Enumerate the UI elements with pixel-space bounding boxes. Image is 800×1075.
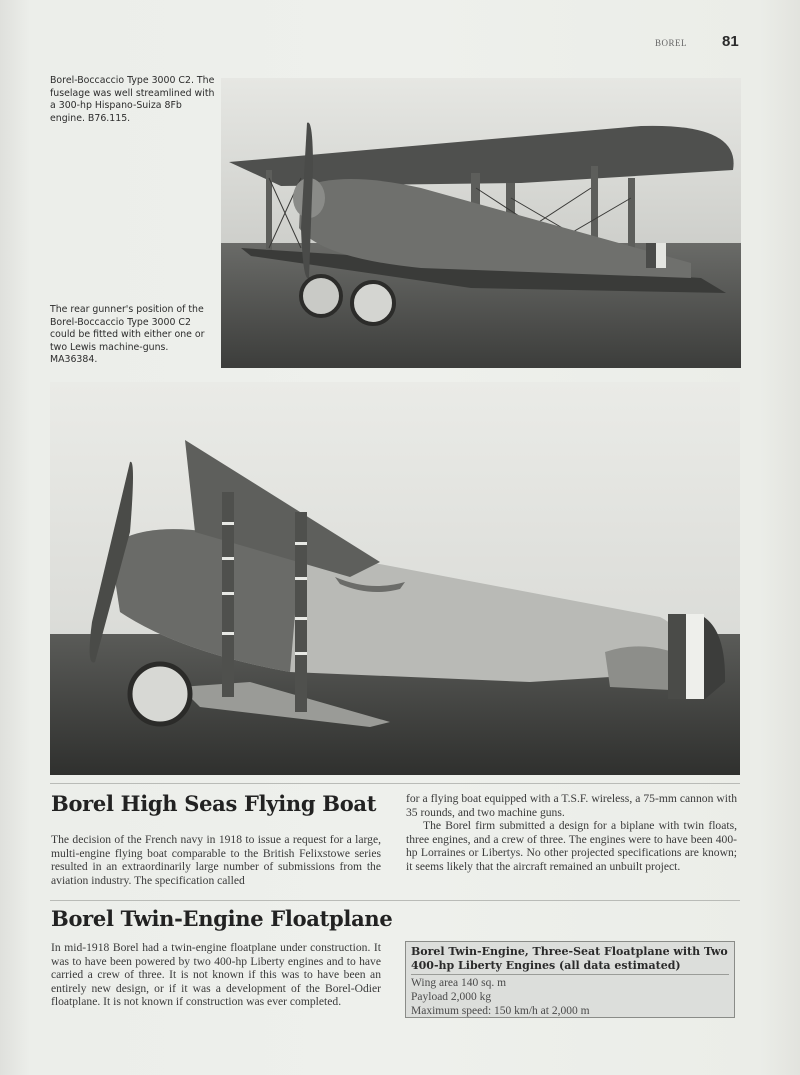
page-number: 81: [722, 33, 739, 50]
spec-box-title: Borel Twin-Engine, Three-Seat Floatplane with Two 400-hp Liberty Engines (all data estimated): [411, 945, 729, 975]
section-divider-2: [50, 900, 740, 901]
flying-boat-text-right: for a flying boat equipped with a T.S.F. wireless, a 75-mm cannon with 35 rounds, and two machine guns. The Borel firm submitted a design for a biplane with twin floats, three engines, and a crew of three. The engines were to have been 400-hp Lorraines or Libertys. No other projected specifications are known; it seems likely that the aircraft remained an unbuilt project.: [406, 792, 737, 873]
figure-caption-1: Borel-Boccaccio Type 3000 C2. The fuselage was well streamlined with a 300-hp Hispano-Suiza 8Fb engine. B76.115.: [50, 75, 215, 124]
spec-row-payload: Payload 2,000 kg: [411, 991, 492, 1003]
section-heading-floatplane: Borel Twin-Engine Floatplane: [51, 906, 393, 931]
floatplane-text: In mid-1918 Borel had a twin-engine floatplane under construction. It was to have been powered by two 400-hp Liberty engines and to have carried a crew of three. It is not known if this was to have been an entirely new design, or if it was a development of the Borel-Odier floatplane. It is not known if construction was ever completed.: [51, 941, 381, 1009]
section-divider-1: [50, 783, 740, 784]
running-head: BOREL: [655, 38, 688, 48]
biplane-photo-side-view: [50, 382, 740, 775]
figure-caption-2: The rear gunner's position of the Borel-Boccaccio Type 3000 C2 could be fitted with either one or two Lewis machine-guns. MA36384.: [50, 304, 205, 365]
flying-boat-text-left: The decision of the French navy in 1918 to issue a request for a large, multi-engine flying boat comparable to the British Felixstowe series resulted in an extraordinarily large number of submissions from the aviation industry. The specification called: [51, 833, 381, 887]
biplane-photo-front-quarter: [221, 78, 741, 368]
spec-row-max-speed: Maximum speed: 150 km/h at 2,000 m: [411, 1005, 590, 1017]
section-heading-flying-boat: Borel High Seas Flying Boat: [51, 791, 377, 816]
spec-row-wing-area: Wing area 140 sq. m: [411, 977, 507, 989]
spec-box: [405, 941, 735, 1018]
